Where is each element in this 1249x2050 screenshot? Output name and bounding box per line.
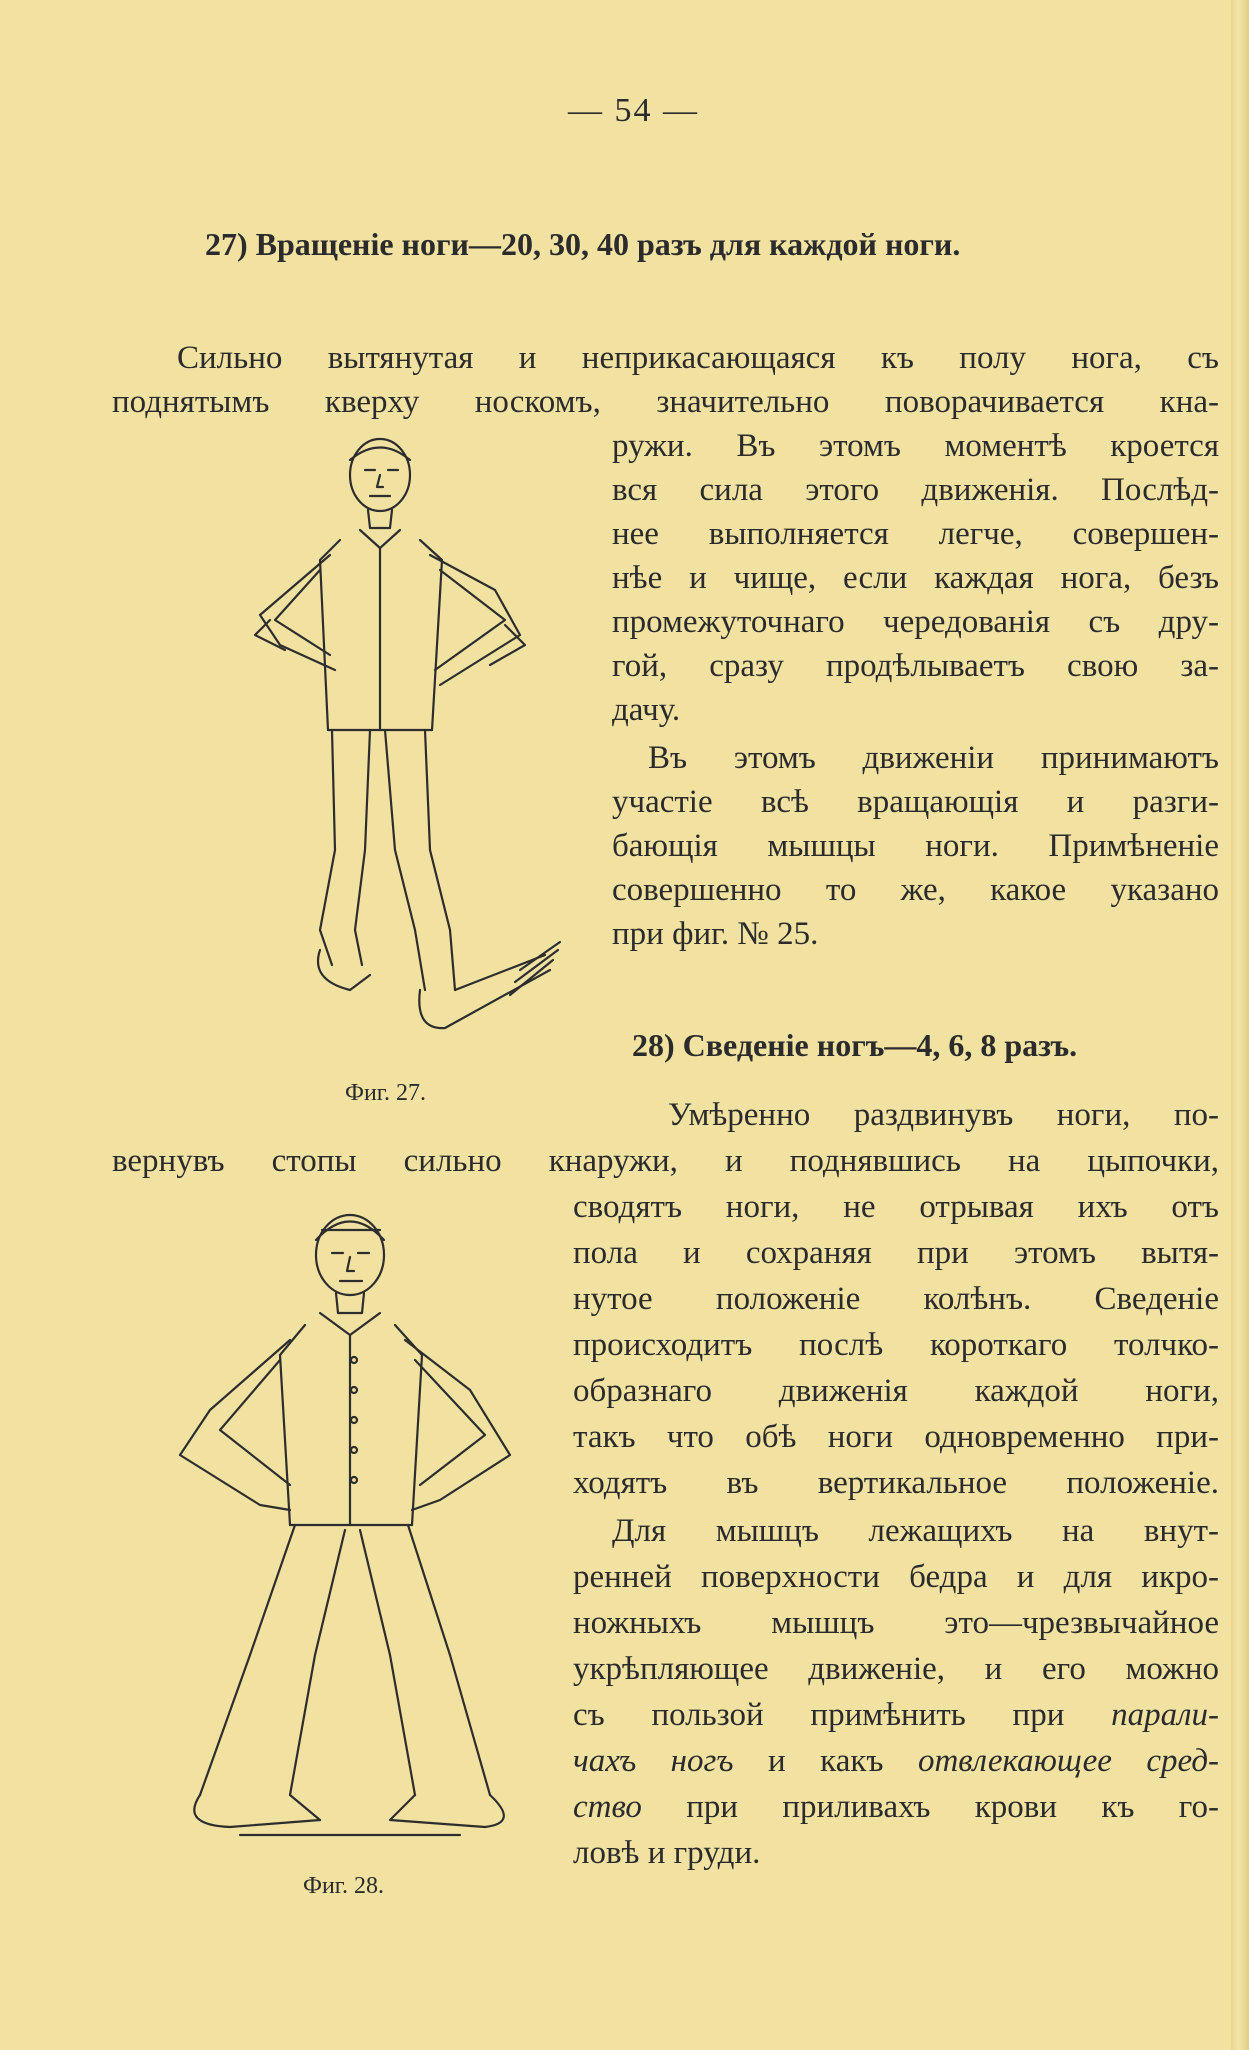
s27-line-2: поднятымъ кверху носкомъ, значительно поворачивается кна-	[112, 384, 1219, 420]
s27-line-12: бающія мышцы ноги. Примѣненіе	[612, 828, 1219, 864]
section-27-title: 27) Вращеніе ноги—20, 30, 40 разъ для каждой ноги.	[205, 226, 961, 262]
man-standing-heels-raised-figure	[140, 1195, 550, 1865]
s28-line-1: Умѣренно раздвинувъ ноги, по-	[668, 1097, 1219, 1133]
s27-line-8: гой, сразу продѣлываетъ свою за-	[612, 648, 1219, 684]
s28-line-17: ловѣ и груди.	[573, 1835, 761, 1871]
s27-line-11: участіе всѣ вращающія и разги-	[612, 784, 1219, 820]
s27-line-1: Сильно вытянутая и неприкасающаяся къ полу нога, съ	[177, 340, 1219, 376]
s28-line-2: вернувъ стопы сильно кнаружи, и поднявшись на цыпочки,	[112, 1143, 1219, 1179]
s28-line-7: образнаго движенія каждой ноги,	[573, 1373, 1219, 1409]
s28-line-10: Для мышцъ лежащихъ на внут-	[612, 1513, 1219, 1549]
s27-line-10: Въ этомъ движеніи принимаютъ	[648, 740, 1219, 776]
s28-line-3: сводятъ ноги, не отрывая ихъ отъ	[573, 1189, 1219, 1225]
s28-line-8: такъ что обѣ ноги одновременно при-	[573, 1419, 1219, 1455]
s28-line-4: пола и сохраняя при этомъ вытя-	[573, 1235, 1219, 1271]
s28-line-12: ножныхъ мышцъ это—чрезвычайное	[573, 1605, 1219, 1641]
page-number: — 54 —	[568, 92, 699, 129]
s28-line-14: съ пользой примѣнить при парали-	[573, 1697, 1219, 1733]
s27-line-13: совершенно то же, какое указано	[612, 872, 1219, 908]
s27-line-3: ружи. Въ этомъ моментѣ кроется	[612, 428, 1219, 464]
s27-line-7: промежуточнаго чередованія съ дру-	[612, 604, 1219, 640]
s27-line-14: при фиг. № 25.	[612, 916, 819, 952]
s27-line-4: вся сила этого движенія. Послѣд-	[612, 472, 1219, 508]
s28-line-6: происходитъ послѣ короткаго толчко-	[573, 1327, 1219, 1363]
section-28-title: 28) Сведеніе ногъ—4, 6, 8 разъ.	[632, 1027, 1078, 1063]
s28-line-11: ренней поверхности бедра и для икро-	[573, 1559, 1219, 1595]
figure-27-caption: Фиг. 27.	[345, 1080, 426, 1106]
s28-line-9: ходятъ въ вертикальное положеніе.	[573, 1465, 1219, 1501]
man-rotating-leg-figure	[220, 430, 580, 1080]
s28-line-13: укрѣпляющее движеніе, и его можно	[573, 1651, 1219, 1687]
s27-line-5: нее выполняется легче, совершен-	[612, 516, 1219, 552]
s27-line-6: нѣе и чище, если каждая нога, безъ	[612, 560, 1219, 596]
s28-line-15: чахъ ногъ и какъ отвлекающее сред-	[573, 1743, 1220, 1779]
figure-28-caption: Фиг. 28.	[303, 1873, 384, 1899]
s28-line-5: нутое положеніе колѣнъ. Сведеніе	[573, 1281, 1219, 1317]
page-edge	[1231, 0, 1249, 2050]
s27-line-9: дачу.	[612, 692, 681, 728]
s28-line-16: ство при приливахъ крови къ го-	[573, 1789, 1219, 1825]
